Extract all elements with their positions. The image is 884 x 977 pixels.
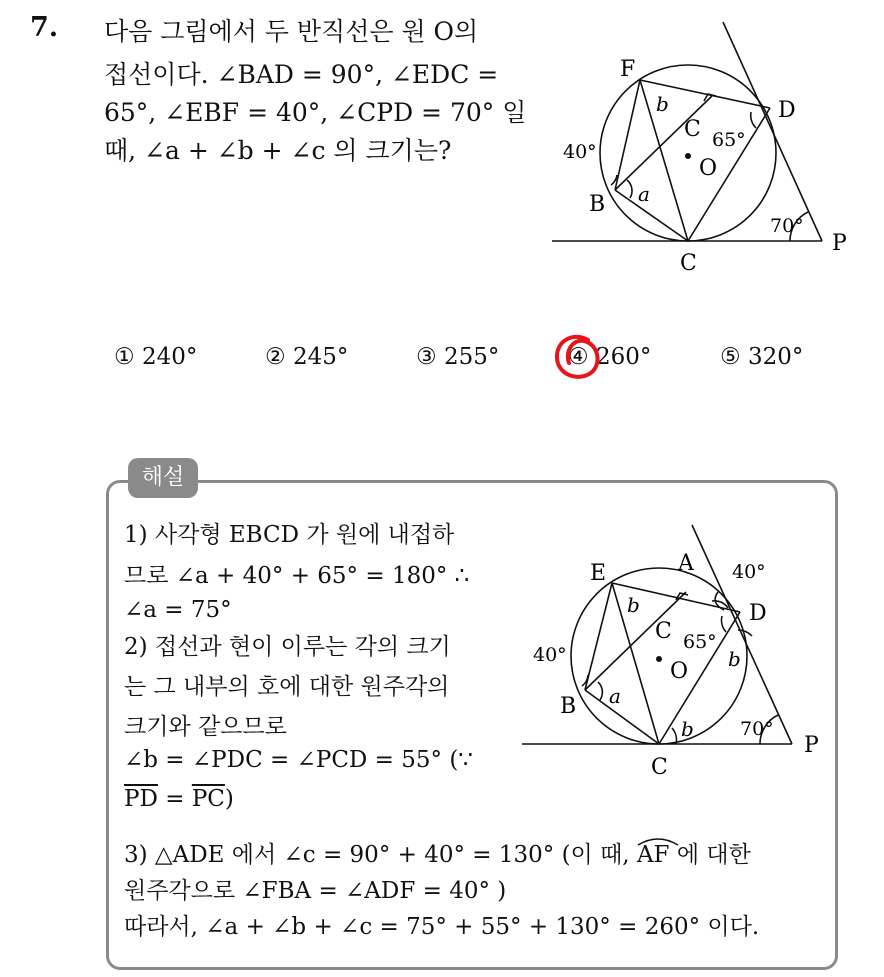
choice-2[interactable]: ② 245°: [265, 344, 349, 370]
question-line-2: 접선이다. ∠BAD = 90°, ∠EDC =: [104, 60, 499, 89]
label-c: C: [651, 755, 668, 780]
label-d: D: [749, 601, 767, 626]
angle-arc-a: [627, 180, 632, 198]
label-d: D: [778, 98, 796, 123]
chord-fb: [615, 80, 640, 190]
solution-badge: 해설: [128, 458, 198, 498]
solution-line-9: 3) △ADE 에서 ∠c = 90° + 40° = 130° (이 때, AF 에 대한: [124, 836, 751, 869]
solution-line-7: ∠b = ∠PDC = ∠PCD = 55° (∵: [124, 747, 473, 773]
solution-line-8: $\overline{PD} = \overline{PC}$): [124, 786, 234, 812]
label-65deg: 65°: [712, 129, 746, 151]
solution-line-2: 므로 ∠a + 40° + 65° = 180° ∴: [124, 563, 470, 589]
arc-af: AF: [637, 842, 670, 868]
angle-arc-65: [722, 616, 726, 632]
label-c-inner: C: [684, 117, 701, 142]
solution-line-6: 크기와 같으므로: [124, 714, 287, 740]
label-b: B: [589, 192, 606, 217]
solution-line-3: ∠a = 75°: [124, 597, 232, 623]
label-b: B: [560, 694, 577, 719]
choice-5[interactable]: ⑤ 320°: [720, 344, 804, 370]
answer-mark: [548, 330, 608, 388]
label-p: P: [804, 733, 819, 758]
solution-line-5: 는 그 내부의 호에 대한 원주각의: [124, 674, 450, 700]
question-figure: [545, 15, 875, 280]
label-c: C: [680, 251, 697, 276]
label-40deg-left: 40°: [533, 644, 567, 666]
label-70deg: 70°: [770, 215, 804, 237]
center-dot: [656, 656, 662, 662]
segment-pc: $\overline{PC}$: [191, 786, 225, 812]
label-e: E: [590, 561, 607, 586]
label-f: F: [620, 57, 636, 82]
label-40deg-right: 40°: [732, 561, 766, 583]
choice-1[interactable]: ① 240°: [114, 344, 198, 370]
label-70deg: 70°: [740, 718, 774, 740]
choice-4[interactable]: ④ 260°: [568, 344, 652, 370]
label-b-right: b: [728, 647, 741, 671]
label-b-bottom: b: [681, 717, 694, 741]
solution-figure: [518, 518, 830, 786]
label-b-angle: b: [656, 92, 669, 116]
label-40deg: 40°: [563, 141, 597, 163]
question-line-3: 65°, ∠EBF = 40°, ∠CPD = 70° 일: [104, 98, 527, 127]
angle-arc-b-bottom: [672, 728, 676, 744]
chord-eb: [585, 583, 612, 690]
choice-3[interactable]: ③ 255°: [416, 344, 500, 370]
label-a: a: [638, 182, 650, 206]
label-a-point: A: [678, 551, 694, 576]
label-c-inner: C: [655, 619, 672, 644]
solution-line-11: 따라서, ∠a + ∠b + ∠c = 75° + 55° + 130° = 260° 이다.: [124, 914, 760, 940]
angle-arc-65: [751, 112, 756, 128]
label-o: O: [699, 156, 718, 181]
segment-pd: $\overline{PD}$: [124, 786, 158, 812]
label-b-top: b: [627, 593, 640, 617]
solution-line-4: 2) 접선과 현이 이루는 각의 크기: [124, 634, 451, 660]
question-number: 7.: [30, 12, 59, 43]
angle-arc-a: [598, 682, 602, 700]
solution-line-10: 원주각으로 ∠FBA = ∠ADF = 40° ): [124, 878, 507, 904]
label-a: a: [609, 684, 621, 708]
center-dot: [685, 153, 691, 159]
solution-line-1: 1) 사각형 EBCD 가 원에 내접하: [124, 522, 455, 548]
label-65deg: 65°: [683, 631, 717, 653]
question-line-1: 다음 그림에서 두 반직선은 원 O의: [104, 17, 479, 46]
label-p: P: [832, 231, 847, 256]
question-line-4: 때, ∠a + ∠b + ∠c 의 크기는?: [104, 136, 452, 165]
label-o: O: [670, 659, 689, 684]
